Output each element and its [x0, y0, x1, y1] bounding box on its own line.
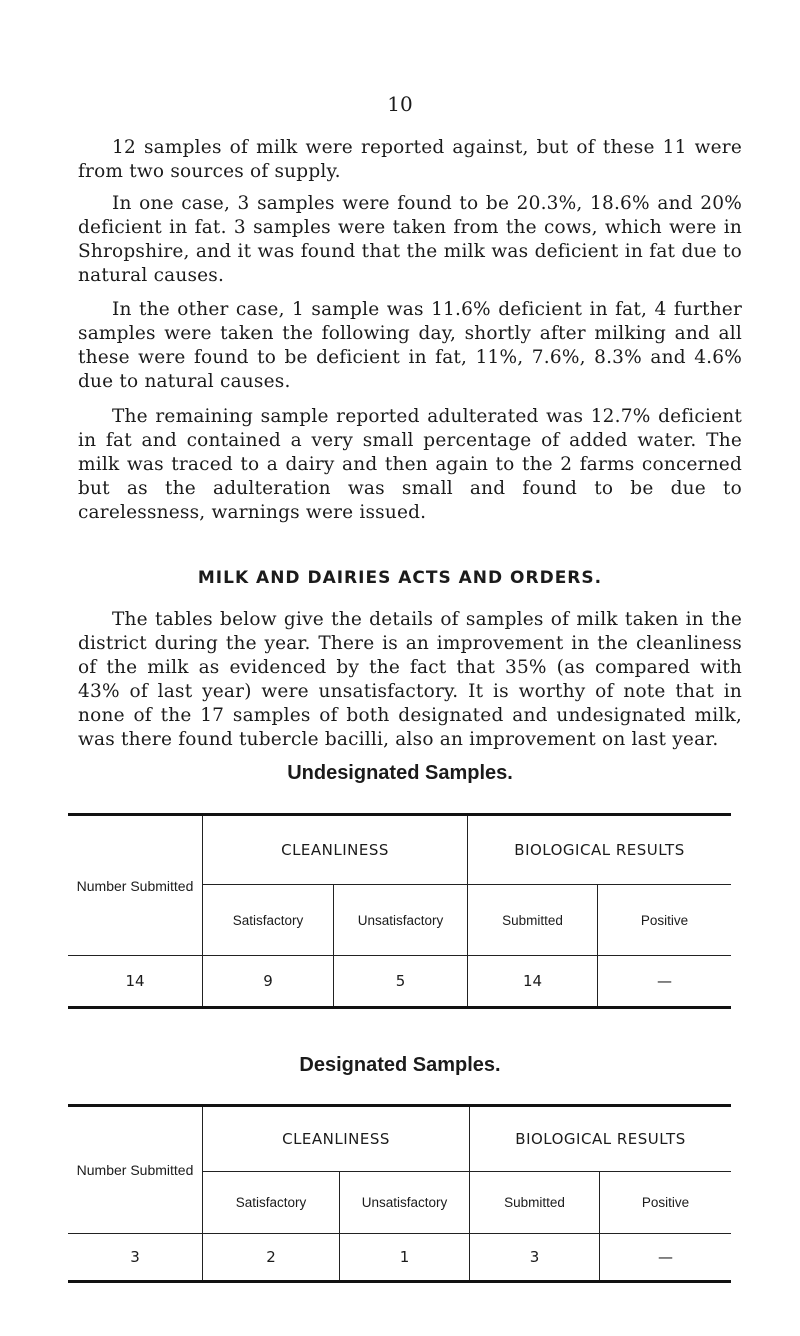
cell-number-submitted: 14: [68, 956, 203, 1008]
header-satisfactory: Satisfactory: [203, 885, 334, 956]
paragraph-remaining-sample: The remaining sample reported adulterated was 12.7% deficient in fat and contained a very small percentage of added water. The milk was traced to a dairy and then again to the 2 farms concerned but as the adulteration was small and found to be due to carelessness, warnings were issued.: [78, 406, 742, 523]
header-cleanliness: CLEANLINESS: [203, 1106, 470, 1172]
header-satisfactory: Satisfactory: [203, 1172, 340, 1234]
paragraph-first-case: In one case, 3 samples were found to be 20.3%, 18.6% and 20% deficient in fat. 3 samples were taken from the cows, which were in Shropshire, and it was found that the milk was deficient in fat due to natural causes.: [78, 193, 742, 286]
header-unsatisfactory: Unsatisfactory: [340, 1172, 470, 1234]
cell-satisfactory: 9: [203, 956, 334, 1008]
paragraph-tables-intro: The tables below give the details of samples of milk taken in the district during the year. There is an improvement in the cleanliness of the milk as evidenced by the fact that 35% (as compared with 43% of last year) were unsatisfactory. It is worthy of note that in none of the 17 samples of both designated and undesignated milk, was there found tubercle bacilli, also an improvement on last year.: [78, 609, 742, 750]
header-submitted: Submitted: [470, 1172, 600, 1234]
cell-submitted: 14: [468, 956, 598, 1008]
undesignated-samples-title: Undesignated Samples.: [287, 762, 513, 784]
undesignated-samples-table: [68, 813, 731, 1009]
designated-samples-title: Designated Samples.: [299, 1054, 501, 1076]
header-submitted: Submitted: [468, 885, 598, 956]
header-number-submitted: Number Submitted: [68, 1106, 203, 1234]
section-heading: MILK AND DAIRIES ACTS AND ORDERS.: [197, 568, 603, 588]
cell-satisfactory: 2: [203, 1234, 340, 1282]
header-unsatisfactory: Unsatisfactory: [334, 885, 468, 956]
header-positive: Positive: [600, 1172, 732, 1234]
cell-submitted: 3: [470, 1234, 600, 1282]
cell-unsatisfactory: 1: [340, 1234, 470, 1282]
paragraph-reported-samples: 12 samples of milk were reported against, but of these 11 were from two sources of supply.: [78, 137, 742, 182]
cell-positive: —: [598, 956, 732, 1008]
header-positive: Positive: [598, 885, 732, 956]
cell-positive: —: [600, 1234, 732, 1282]
cell-unsatisfactory: 5: [334, 956, 468, 1008]
header-number-submitted: Number Submitted: [68, 815, 203, 956]
header-biological-results: BIOLOGICAL RESULTS: [470, 1106, 732, 1172]
designated-samples-table: [68, 1104, 731, 1283]
header-biological-results: BIOLOGICAL RESULTS: [468, 815, 732, 885]
page-number: 10: [387, 92, 413, 116]
header-cleanliness: CLEANLINESS: [203, 815, 468, 885]
cell-number-submitted: 3: [68, 1234, 203, 1282]
paragraph-other-case: In the other case, 1 sample was 11.6% deficient in fat, 4 further samples were taken the following day, shortly after milking and all these were found to be deficient in fat, 11%, 7.6%, 8.3% and 4.6% due to natural causes.: [78, 299, 742, 392]
